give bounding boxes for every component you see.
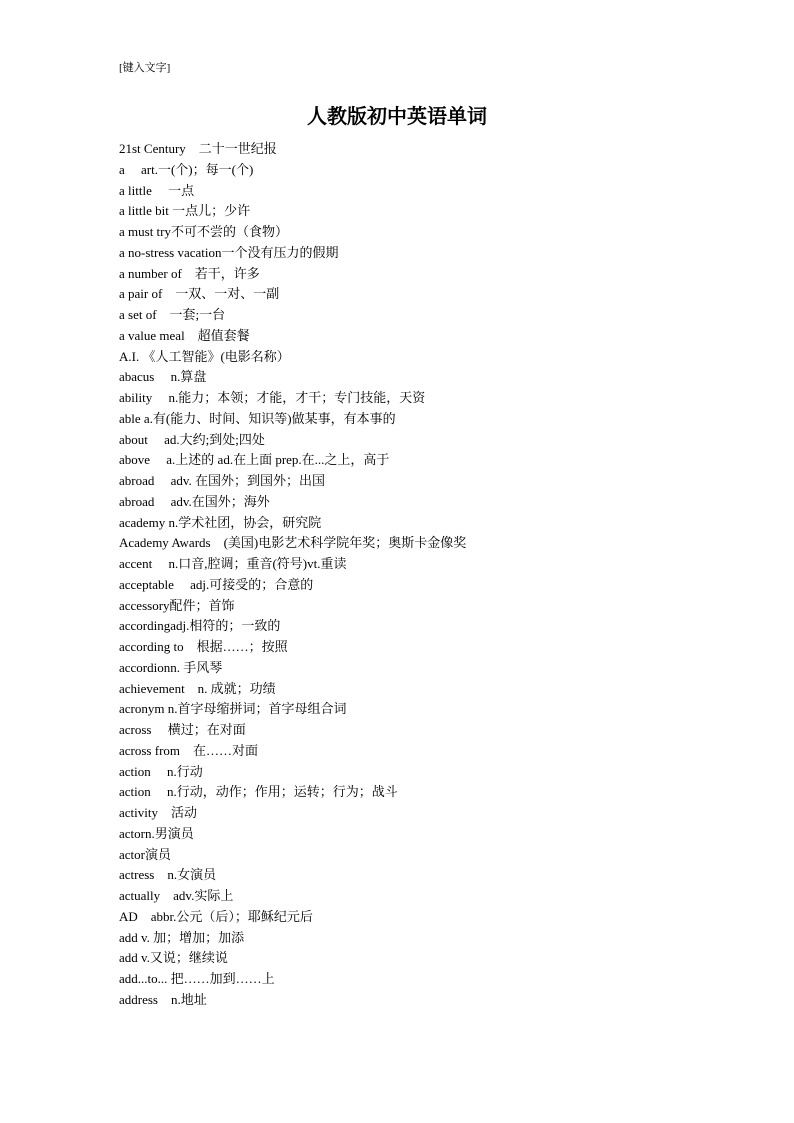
vocabulary-entry: a pair of 一双、一对、一副 (119, 286, 280, 302)
vocabulary-entry: ability n.能力；本领；才能，才干；专门技能，天资 (119, 390, 426, 405)
vocabulary-list (119, 139, 679, 1011)
vocabulary-entry: A.I. 《人工智能》(电影名称） (119, 348, 290, 364)
vocabulary-entry: accessory配件；首饰 (119, 597, 235, 613)
vocabulary-entry: a little 一点 (119, 182, 195, 198)
document-title: 人教版初中英语单词 (307, 106, 487, 128)
vocabulary-entry: Academy Awards (美国)电影艺术科学院年奖；奥斯卡金像奖 (119, 535, 467, 551)
vocabulary-entry: a value meal 超值套餐 (119, 327, 250, 343)
vocabulary-entry: a art.一(个)；每一(个) (119, 161, 254, 177)
vocabulary-entry: a set of 一套;一台 (119, 307, 226, 322)
vocabulary-entry: actor演员 (119, 846, 171, 862)
vocabulary-entry: actorn.男演员 (119, 825, 194, 841)
vocabulary-entry: achievement n. 成就；功绩 (119, 680, 276, 696)
vocabulary-entry: about ad.大约;到处;四处 (119, 431, 265, 447)
page-header-text: [键入文字] (119, 62, 171, 74)
vocabulary-entry: address n.地址 (119, 991, 207, 1007)
vocabulary-entry: able a.有(能力、时间、知识等)做某事，有本事的 (119, 410, 396, 426)
vocabulary-entry: 21st Century 二十一世纪报 (119, 141, 277, 156)
vocabulary-entry: across 横过；在对面 (119, 722, 246, 737)
vocabulary-entry: a must try不可不尝的（食物） (119, 224, 288, 239)
vocabulary-entry: accordingadj.相符的；一致的 (119, 618, 281, 634)
vocabulary-entry: accent n.口音,腔调；重音(符号)vt.重读 (119, 556, 347, 571)
vocabulary-entry: across from 在……对面 (119, 742, 259, 758)
vocabulary-entry: abroad adv.在国外；海外 (119, 493, 270, 509)
vocabulary-entry: according to 根据……；按照 (119, 639, 288, 654)
vocabulary-entry: a number of 若干，许多 (119, 265, 260, 281)
vocabulary-entry: action n.行动，动作；作用；运转；行为；战斗 (119, 784, 398, 800)
vocabulary-entry: a no-stress vacation一个没有压力的假期 (119, 244, 339, 260)
vocabulary-entry: AD abbr.公元（后）；耶稣纪元后 (119, 908, 313, 924)
vocabulary-entry: action n.行动 (119, 763, 203, 779)
vocabulary-entry: actually adv.实际上 (119, 888, 234, 903)
vocabulary-entry: activity 活动 (119, 805, 197, 820)
vocabulary-entry: a little bit 一点儿；少许 (119, 203, 251, 219)
vocabulary-entry: add v. 加；增加；加添 (119, 929, 245, 945)
vocabulary-entry: add v.又说；继续说 (119, 950, 228, 966)
vocabulary-entry: acronym n.首字母缩拼词；首字母组合词 (119, 701, 347, 717)
vocabulary-entry: abroad adv. 在国外；到国外；出国 (119, 473, 326, 488)
vocabulary-entry: accordionn. 手风琴 (119, 659, 223, 675)
vocabulary-entry: acceptable adj.可接受的；合意的 (119, 576, 314, 592)
vocabulary-entry: abacus n.算盘 (119, 369, 207, 385)
vocabulary-entry: academy n.学术社团，协会，研究院 (119, 514, 322, 530)
vocabulary-entry: add...to... 把……加到……上 (119, 971, 275, 986)
vocabulary-entry: actress n.女演员 (119, 867, 217, 883)
vocabulary-entry: above a.上述的 ad.在上面 prep.在...之上，高于 (119, 452, 390, 468)
